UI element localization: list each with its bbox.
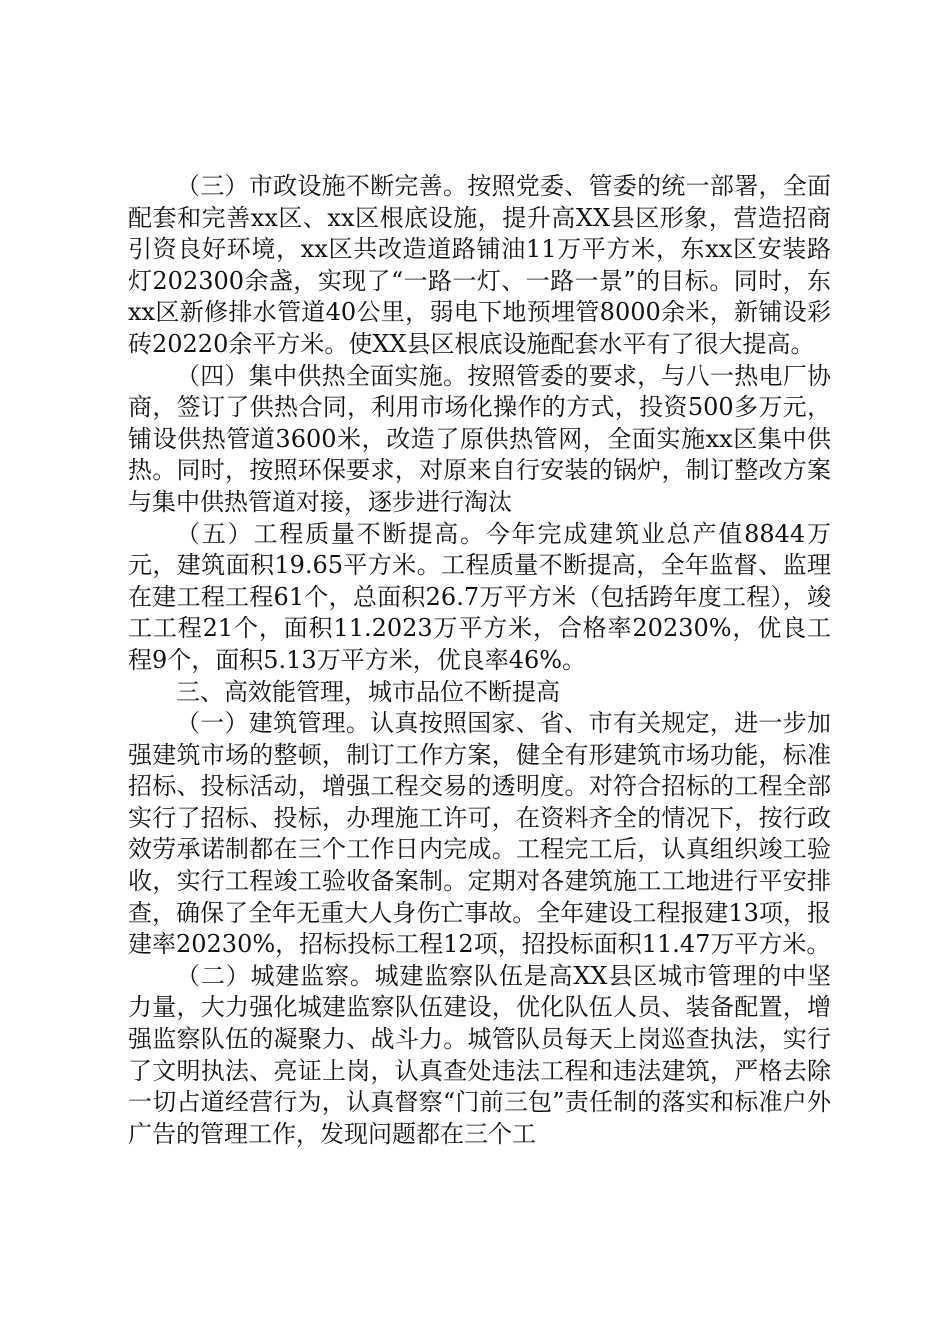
- paragraph-construction-management: （一）建筑管理。认真按照国家、省、市有关规定，进一步加强建筑市场的整顿，制订工作方案，健全有形建筑市场功能，标准招标、投标活动，增强工程交易的透明度。对符合招标的工程全部实行了招标、投标，办理施工许可，在资料齐全的情况下，按行政效劳承诺制都在三个工作日内完成。工程完工后，认真组织竣工验收，实行工程竣工验收备案制。定期对各建筑施工工地进行平安排查，确保了全年无重大人身伤亡事故。全年建设工程报建13项，报建率20230%，招标投标工程12项，招投标面积11.47万平方米。: [128, 709, 831, 959]
- paragraph-municipal-facilities: （三）市政设施不断完善。按照党委、管委的统一部署，全面配套和完善xx区、xx区根底设施，提升高XX县区形象，营造招商引资良好环境，xx区共改造道路铺油11万平方米，东xx区安装路灯202300余盏，实现了“一路一灯、一路一景”的目标。同时，东xx区新修排水管道40公里，弱电下地预埋管8000余米，新铺设彩砖20220余平方米。使XX县区根底设施配套水平有了很大提高。: [128, 172, 831, 358]
- paragraph-urban-inspection: （二）城建监察。城建监察队伍是高XX县区城市管理的中坚力量，大力强化城建监察队伍建设，优化队伍人员、装备配置，增强监察队伍的凝聚力、战斗力。城管队员每天上岗巡查执法，实行了文明执法、亮证上岗，认真查处违法工程和违法建筑，严格去除一切占道经营行为，认真督察“门前三包”责任制的落实和标准户外广告的管理工作，发现问题都在三个工: [128, 961, 831, 1148]
- section-heading-efficient-management: 三、高效能管理，城市品位不断提高: [176, 677, 560, 706]
- document-page: [128, 171, 831, 1150]
- paragraph-central-heating: （四）集中供热全面实施。按照管委的要求，与八一热电厂协商，签订了供热合同，利用市场化操作的方式，投资500多万元，铺设供热管道3600米，改造了原供热管网，全面实施xx区集中供热。同时，按照环保要求，对原来自行安装的锅炉，制订整改方案与集中供热管道对接，逐步进行淘汰: [128, 361, 831, 516]
- paragraph-engineering-quality: （五）工程质量不断提高。今年完成建筑业总产值8844万元，建筑面积19.65平方米。工程质量不断提高，全年监督、监理在建工程工程61个，总面积26.7万平方米（包括跨年度工程），竣工工程21个，面积11.2023万平方米，合格率20230%，优良工程9个，面积5.13万平方米，优良率46%。: [128, 519, 831, 674]
